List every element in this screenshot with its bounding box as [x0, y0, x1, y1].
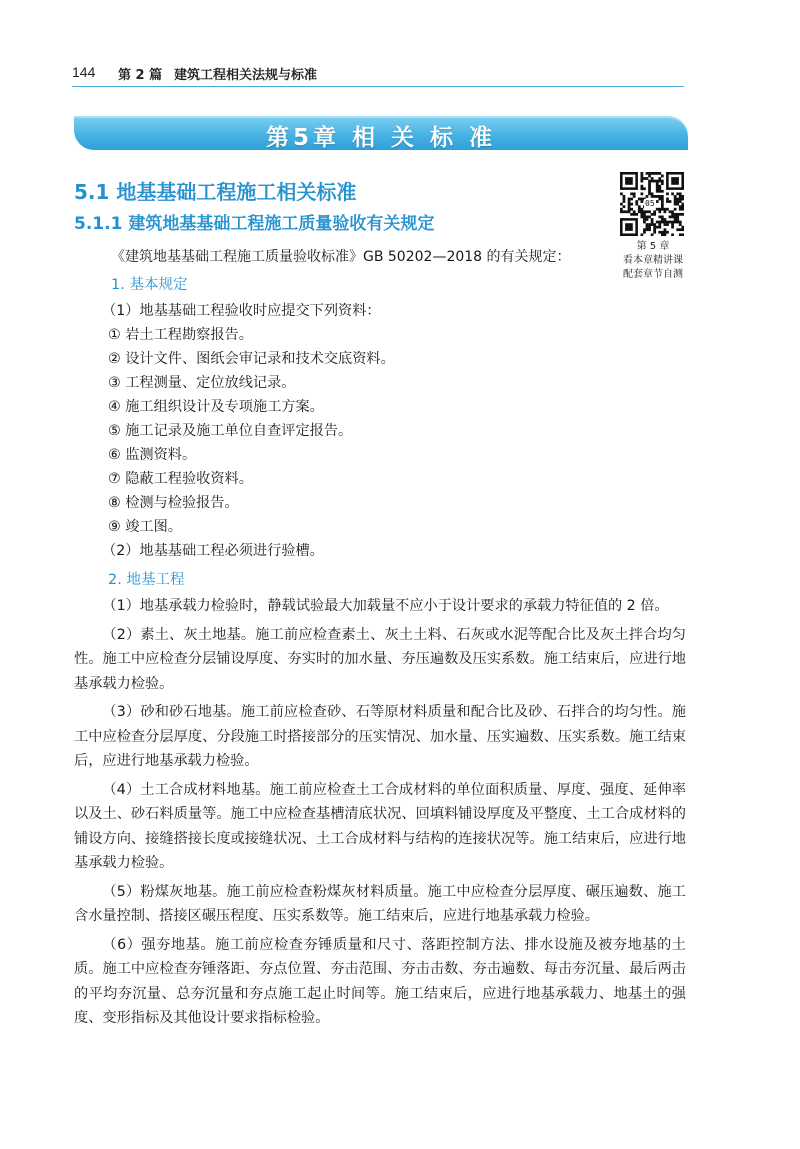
qr-code-icon[interactable] — [620, 172, 684, 236]
qr-caption-line: 配套章节自测 — [623, 269, 683, 280]
list-item: ⑤ 施工记录及施工单位自查评定报告。 — [108, 423, 353, 439]
paragraph: （3）砂和砂石地基。施工前应检查砂、石等原材料质量和配合比及砂、石拌合的均匀性。施工中应检查分层厚度、分段施工时搭接部分的压实情况、加水量、压实遍数、压实系数。施工结束后，应进行地基承载力检验。 — [74, 704, 686, 769]
heading-basic-rules: 1. 基本规定 — [111, 277, 188, 293]
intro-sentence: 《建筑地基基础工程施工质量验收标准》GB 50202—2018 的有关规定： — [111, 249, 571, 265]
qr-caption-line: 第 5 章 — [636, 241, 670, 252]
paragraph: （6）强夯地基。施工前应检查夯锤质量和尺寸、落距控制方法、排水设施及被夯地基的土质。施工中应检查夯锤落距、夯点位置、夯击范围、夯击击数、夯击遍数、每击夯沉量、最后两击的平均夯沉量、总夯沉量和夯点施工起止时间等。施工结束后，应进行地基承载力、地基土的强度、变形指标及其他设计要求指标检验。 — [74, 936, 686, 1026]
foundation-paragraphs — [74, 594, 686, 1031]
rule-item: （2）地基基础工程必须进行验槽。 — [102, 543, 324, 559]
page-number: 144 — [72, 64, 96, 80]
part-label: 第 2 篇 — [118, 68, 163, 83]
paragraph: （2）素土、灰土地基。施工前应检查素土、灰土土料、石灰或水泥等配合比及灰土拌合均匀性。施工中应检查分层铺设厚度、夯实时的加水量、夯压遍数及压实系数。施工结束后，应进行地基承载力检验。 — [74, 626, 686, 692]
chapter-banner — [74, 116, 688, 150]
list-item: ② 设计文件、图纸会审记录和技术交底资料。 — [108, 351, 395, 367]
basic-heading — [111, 273, 187, 294]
qr-code-number: 05 — [645, 199, 655, 208]
foundation-heading — [108, 568, 184, 589]
document-list — [102, 323, 395, 539]
part-title: 建筑工程相关法规与标准 — [174, 68, 318, 83]
list-item: ⑥ 监测资料。 — [108, 447, 197, 463]
list-item: ⑦ 隐蔽工程验收资料。 — [108, 471, 253, 487]
list-item: ⑨ 竣工图。 — [108, 519, 182, 535]
list-item: ③ 工程测量、定位放线记录。 — [108, 375, 296, 391]
paragraph: （1）地基承载力检验时，静载试验最大加载量不应小于设计要求的承载力特征值的 2 倍。 — [102, 598, 669, 614]
subsection-title: 5.1.1 建筑地基基础工程施工质量验收有关规定 — [74, 214, 435, 234]
qr-caption-line: 看本章精讲课 — [623, 255, 683, 266]
chapter-title: 第5章 相 关 标 准 — [265, 125, 497, 151]
list-item: ④ 施工组织设计及专项施工方案。 — [108, 399, 324, 415]
heading-foundation-works: 2. 地基工程 — [108, 572, 185, 588]
basic-rules-block — [102, 299, 395, 563]
list-item: ⑧ 检测与检验报告。 — [108, 495, 239, 511]
list-item: ① 岩土工程勘察报告。 — [108, 327, 253, 343]
paragraph: （5）粉煤灰地基。施工前应检查粉煤灰材料质量。施工中应检查分层厚度、碾压遍数、施工含水量控制、搭接区碾压程度、压实系数等。施工结束后，应进行地基承载力检验。 — [74, 883, 686, 924]
section-title: 5.1 地基基础工程施工相关标准 — [74, 180, 357, 204]
paragraph: （4）土工合成材料地基。施工前应检查土工合成材料的单位面积质量、厚度、强度、延伸率以及土、砂石料质量等。施工中应检查基槽清底状况、回填料铺设厚度及平整度、土工合成材料的铺设方向、接缝搭接长度或接缝状况、土工合成材料与结构的连接状况等。施工结束后，应进行地基承载力检验。 — [74, 781, 686, 871]
running-header — [72, 60, 684, 87]
rule-item: （1）地基基础工程验收时应提交下列资料： — [102, 303, 381, 319]
qr-caption — [612, 240, 694, 282]
